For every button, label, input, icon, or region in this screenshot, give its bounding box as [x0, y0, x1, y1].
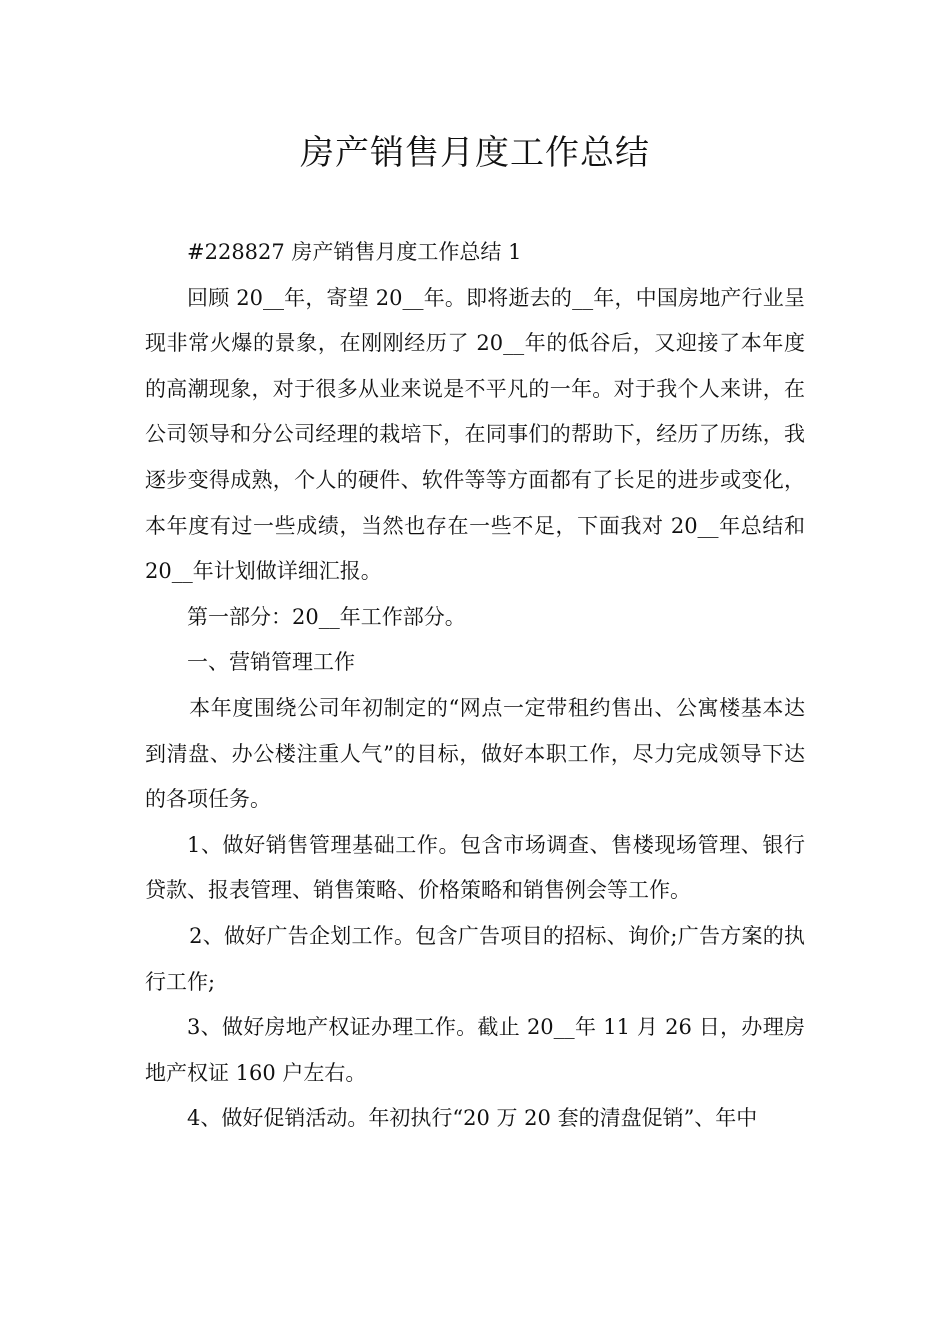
- paragraph-heading-id: #228827 房产销售月度工作总结 1: [187, 240, 522, 264]
- document-body: [145, 230, 805, 1142]
- paragraph-item-3: 3、做好房地产权证办理工作。截止 20__年 11 月 26 日，办理房地产权证 160 户左右。: [145, 1015, 805, 1085]
- paragraph-section-marketing: 一、营销管理工作: [187, 650, 355, 675]
- paragraph-item-4: 4、做好促销活动。年初执行“20 万 20 套的清盘促销”、年中: [187, 1106, 758, 1131]
- paragraph-review: 回顾 20__年，寄望 20__年。即将逝去的__年，中国房地产行业呈现非常火爆的景象，在刚刚经历了 20__年的低谷后，又迎接了本年度的高潮现象，对于很多从业来说是不平凡的一年。对于我个人来讲，在公司领导和分公司经理的栽培下，在同事们的帮助下，经历了历练，我逐步变得成熟，个人的硬件、软件等等方面都有了长足的进步或变化，本年度有过一些成绩，当然也存在一些不足，下面我对 20__年总结和 20__年计划做详细汇报。: [145, 285, 805, 584]
- paragraph-item-2: 2、做好广告企划工作。包含广告项目的招标、询价;广告方案的执行工作;: [145, 923, 805, 994]
- paragraph-part-one: 第一部分：20__年工作部分。: [187, 604, 466, 629]
- paragraph-annual-goal: 本年度围绕公司年初制定的“网点一定带租约售出、公寓楼基本达到清盘、办公楼注重人气”的目标，做好本职工作，尽力完成领导下达的各项任务。: [145, 695, 805, 812]
- paragraph-item-1: 1、做好销售管理基础工作。包含市场调查、售楼现场管理、银行贷款、报表管理、销售策略、价格策略和销售例会等工作。: [145, 832, 805, 903]
- document-title: 房产销售月度工作总结: [300, 133, 650, 173]
